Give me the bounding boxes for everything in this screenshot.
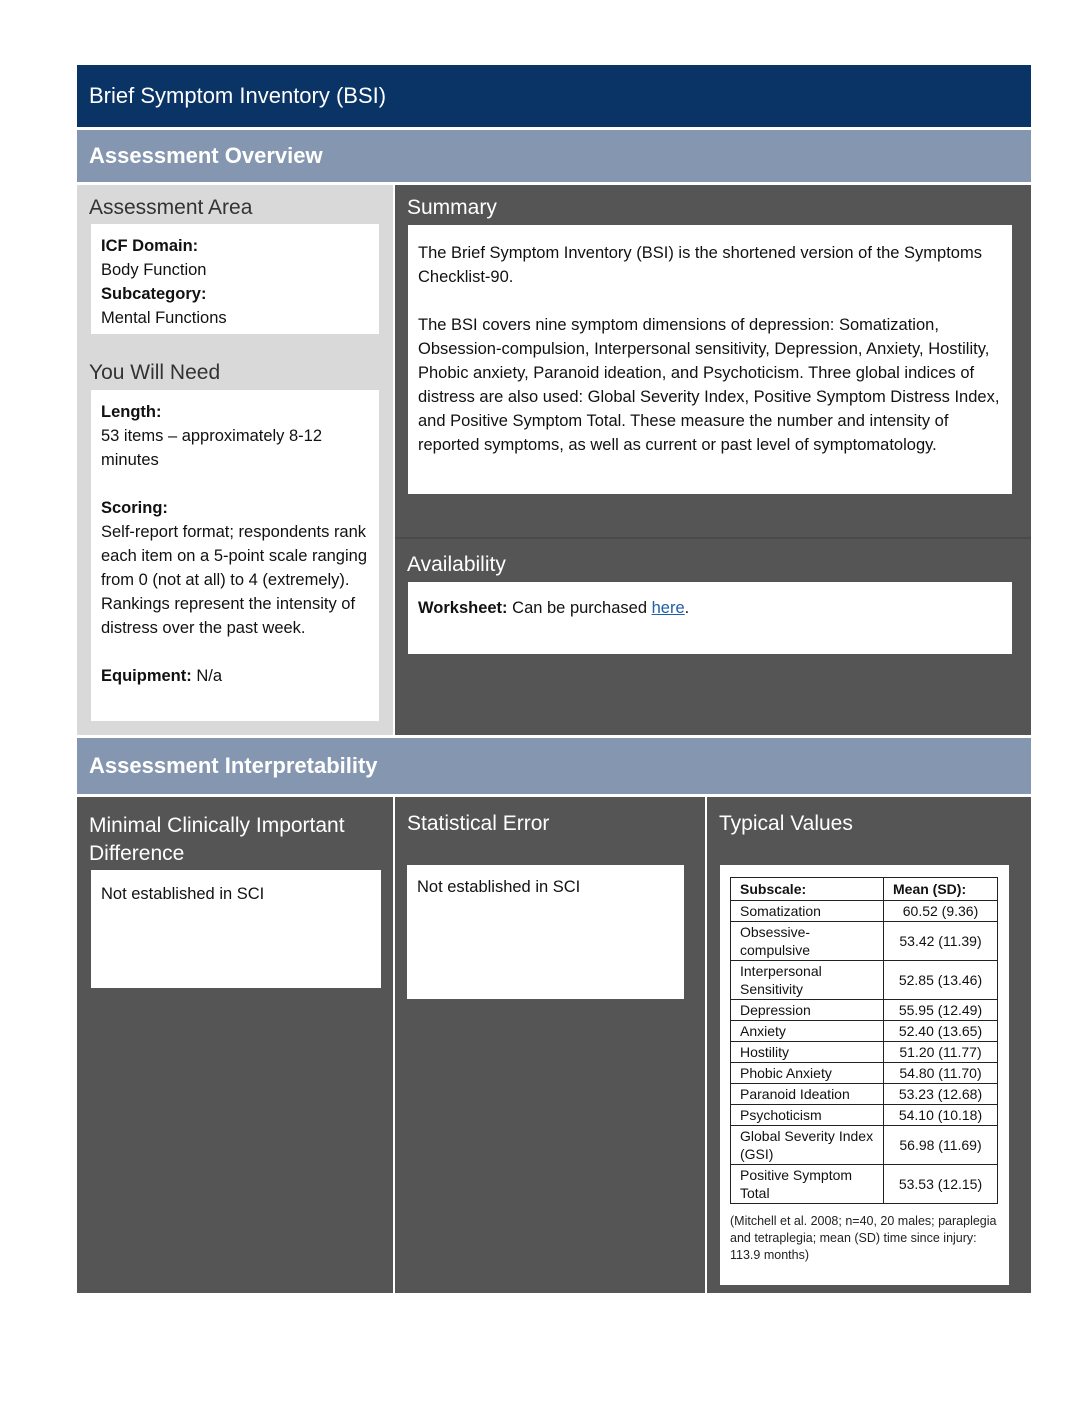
subscale-cell: Phobic Anxiety xyxy=(731,1063,884,1084)
statistical-error-column xyxy=(395,797,705,1293)
statistical-error-box xyxy=(407,865,684,999)
statistical-error-text: Not established in SCI xyxy=(417,878,581,896)
mean-sd-cell: 52.85 (13.46) xyxy=(884,961,998,1000)
assessment-area-box xyxy=(91,224,379,334)
mean-sd-cell: 53.42 (11.39) xyxy=(884,922,998,961)
typical-values-box xyxy=(720,865,1009,1285)
table-row xyxy=(731,1126,998,1165)
you-will-need-heading: You Will Need xyxy=(89,361,221,384)
worksheet-label: Worksheet: xyxy=(418,599,508,617)
typical-values-note: (Mitchell et al. 2008; n=40, 20 males; paraplegia and tetraplegia; mean (SD) time since injury: 113.9 months) xyxy=(730,1214,997,1262)
table-row xyxy=(731,922,998,961)
assessment-area-heading: Assessment Area xyxy=(89,196,253,219)
equipment-label: Equipment: xyxy=(101,667,192,685)
subcategory-value: Mental Functions xyxy=(101,309,227,327)
purchase-link[interactable]: here xyxy=(651,599,685,617)
table-row xyxy=(731,1105,998,1126)
mcid-heading: Minimal Clinically Important Difference xyxy=(89,814,345,865)
equipment-value: N/a xyxy=(196,667,223,685)
you-will-need-box xyxy=(91,390,379,721)
assessment-overview-header: Assessment Overview xyxy=(77,130,1031,182)
mean-sd-cell: 56.98 (11.69) xyxy=(884,1126,998,1165)
availability-heading: Availability xyxy=(407,553,506,576)
overview-left-column xyxy=(77,185,393,735)
overview-right-column xyxy=(395,185,1031,735)
subscale-cell: Global Severity Index (GSI) xyxy=(731,1126,884,1165)
subcategory-label: Subcategory: xyxy=(101,285,207,303)
subscale-cell: Obsessive-compulsive xyxy=(731,922,884,961)
length-label: Length: xyxy=(101,403,162,421)
typical-values-heading: Typical Values xyxy=(719,812,853,835)
mcid-column xyxy=(77,797,393,1293)
table-row xyxy=(731,1084,998,1105)
subscale-cell: Somatization xyxy=(731,901,884,922)
assessment-interpretability-header: Assessment Interpretability xyxy=(77,738,1031,794)
summary-paragraph-1: The Brief Symptom Inventory (BSI) is the shortened version of the Symptoms Checklist-90. xyxy=(418,244,982,286)
subscale-cell: Hostility xyxy=(731,1042,884,1063)
typical-values-column xyxy=(707,797,1031,1293)
table-row xyxy=(731,1021,998,1042)
table-row xyxy=(731,1042,998,1063)
table-row xyxy=(731,961,998,1000)
worksheet-text: Can be purchased xyxy=(512,599,648,617)
mean-sd-cell: 54.80 (11.70) xyxy=(884,1063,998,1084)
typical-values-table xyxy=(730,877,998,1204)
mean-sd-cell: 53.53 (12.15) xyxy=(884,1165,998,1204)
length-value: 53 items – approximately 8-12 minutes xyxy=(101,427,323,469)
table-row xyxy=(731,1063,998,1084)
mean-sd-cell: 51.20 (11.77) xyxy=(884,1042,998,1063)
scoring-label: Scoring: xyxy=(101,499,168,517)
table-header-row xyxy=(731,878,998,901)
divider xyxy=(395,537,1031,539)
summary-box xyxy=(408,225,1012,494)
scoring-value: Self-report format; respondents rank each item on a 5-point scale ranging from 0 (not at all) to 4 (extremely). Rankings represent the intensity of distress over the past week. xyxy=(101,523,367,637)
mcid-box xyxy=(91,870,381,988)
statistical-error-heading: Statistical Error xyxy=(407,812,550,835)
table-row xyxy=(731,901,998,922)
subscale-cell: Interpersonal Sensitivity xyxy=(731,961,884,1000)
subscale-cell: Anxiety xyxy=(731,1021,884,1042)
mcid-text: Not established in SCI xyxy=(101,885,265,903)
subscale-cell: Psychoticism xyxy=(731,1105,884,1126)
table-row xyxy=(731,1165,998,1204)
typical-values-table-body xyxy=(731,901,998,1204)
availability-box xyxy=(408,582,1012,654)
page-title: Brief Symptom Inventory (BSI) xyxy=(77,65,1031,127)
mean-sd-cell: 55.95 (12.49) xyxy=(884,1000,998,1021)
subscale-cell: Paranoid Ideation xyxy=(731,1084,884,1105)
icf-domain-label: ICF Domain: xyxy=(101,237,199,255)
summary-paragraph-2: The BSI covers nine symptom dimensions of depression: Somatization, Obsession-compulsion, Interpersonal sensitivity, Depression, Anxiety, Hostility, Phobic anxiety, Paranoid ideation, and Psychoticism. Three global indices of distress are also used: Global Severity Index, Positive Symptom Distress Index, and Positive Symptom Total. These measure the number and intensity of reported symptoms, as well as current or past level of symptomatology. xyxy=(418,316,1000,454)
mean-sd-cell: 54.10 (10.18) xyxy=(884,1105,998,1126)
subscale-column-header: Subscale: xyxy=(731,878,884,901)
mean-sd-cell: 60.52 (9.36) xyxy=(884,901,998,922)
mean-sd-cell: 52.40 (13.65) xyxy=(884,1021,998,1042)
mean-sd-cell: 53.23 (12.68) xyxy=(884,1084,998,1105)
subscale-cell: Positive Symptom Total xyxy=(731,1165,884,1204)
table-row xyxy=(731,1000,998,1021)
link-period: . xyxy=(684,599,690,617)
mean-column-header: Mean (SD): xyxy=(884,878,998,901)
summary-heading: Summary xyxy=(407,196,497,219)
subscale-cell: Depression xyxy=(731,1000,884,1021)
icf-domain-value: Body Function xyxy=(101,261,207,279)
